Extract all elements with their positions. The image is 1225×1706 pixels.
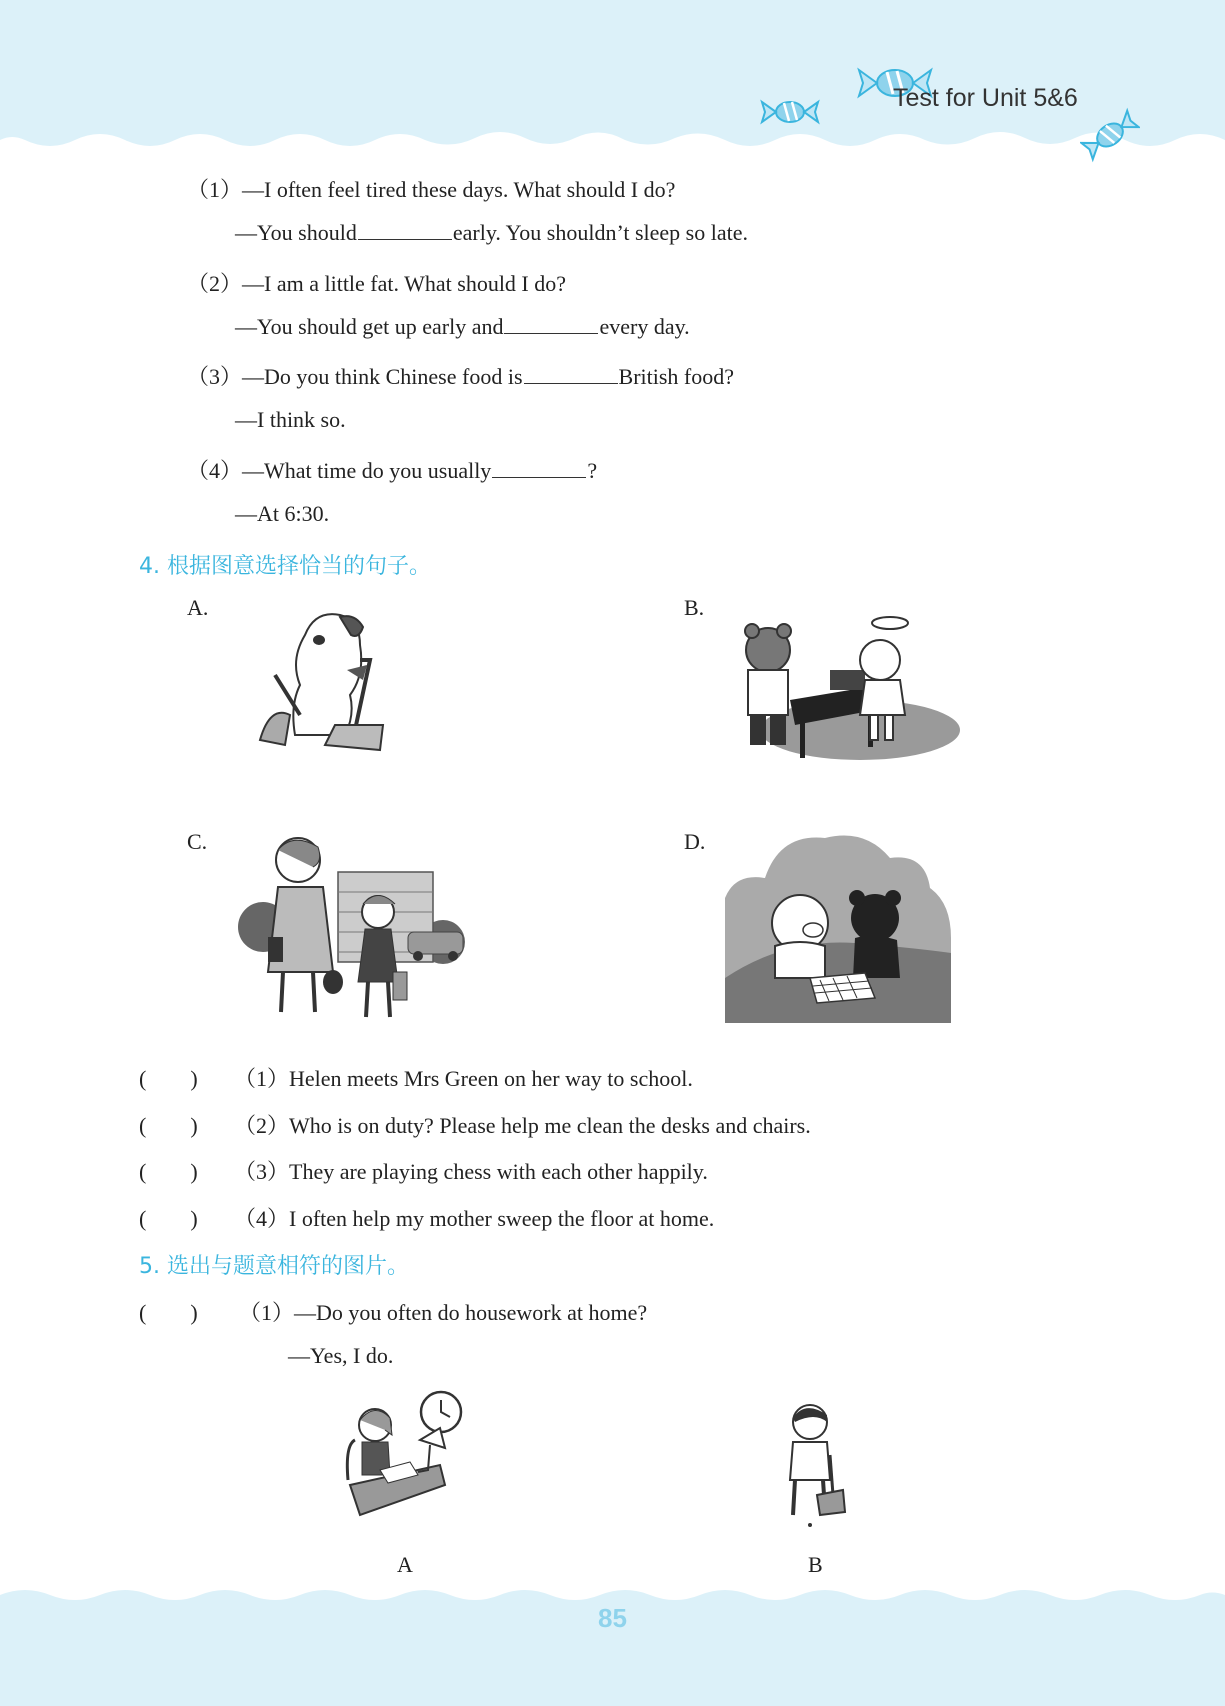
answer-parentheses[interactable]: ( ) [139,1113,198,1138]
q3-item-3-answer: —I think so. [235,407,346,432]
q3-item-1-question: （1）—I often feel tired these days. What should I do? [187,177,676,202]
answer-blank[interactable] [504,315,598,334]
q4-item-4: ( ) （4）I often help my mother sweep the floor at home. [139,1202,714,1233]
section-5-heading: 5. 选出与题意相符的图片。 [139,1254,409,1279]
playing-chess-picture [725,828,951,1023]
q4-item-1: ( ) （1）Helen meets Mrs Green on her way to school. [139,1062,693,1093]
answer-parentheses[interactable]: ( ) [139,1159,198,1184]
answer-blank[interactable] [524,365,618,384]
answer-blank[interactable] [492,459,586,478]
answer-parentheses[interactable]: ( ) [139,1300,198,1325]
picture-label-d: D. [684,829,706,854]
q3-item-3-question: （3）—Do you think Chinese food is British food? [187,364,735,389]
q3-item-4-answer: —At 6:30. [235,501,330,526]
dog-sweeping-picture [255,605,395,765]
bear-rabbit-cleaning-desk-picture [730,615,960,765]
q3-item-1-answer: —You should early. You shouldn’t sleep so late. [235,220,749,245]
option-label-b: B [808,1552,823,1577]
q4-item-2: ( ) （2）Who is on duty? Please help me clean the desks and chairs. [139,1109,811,1140]
girl-studying-picture [340,1390,465,1520]
unit-title: Test for Unit 5&6 [893,84,1078,112]
q5-item-1-question: ( ) （1）—Do you often do housework at home? [139,1296,647,1327]
page-number: 85 [598,1603,627,1633]
q3-item-2-question: （2）—I am a little fat. What should I do? [187,271,567,296]
q5-item-1-answer: —Yes, I do. [288,1343,394,1368]
picture-label-c: C. [187,829,208,854]
section-4-heading: 4. 根据图意选择恰当的句子。 [139,554,431,579]
candy-icon [1080,105,1140,165]
q3-item-2-answer: —You should get up early and every day. [235,314,690,339]
picture-label-b: B. [684,595,705,620]
q4-item-3: ( ) （3）They are playing chess with each other happily. [139,1155,708,1186]
answer-parentheses[interactable]: ( ) [139,1206,198,1231]
answer-blank[interactable] [358,221,452,240]
candy-icon [760,92,820,132]
q3-item-4-question: （4）—What time do you usually ? [187,458,598,483]
picture-label-a: A. [187,595,209,620]
helen-meets-mrs-green-picture [233,832,473,1022]
boy-sweeping-picture [775,1400,850,1530]
answer-parentheses[interactable]: ( ) [139,1066,198,1091]
option-label-a: A [397,1552,413,1577]
